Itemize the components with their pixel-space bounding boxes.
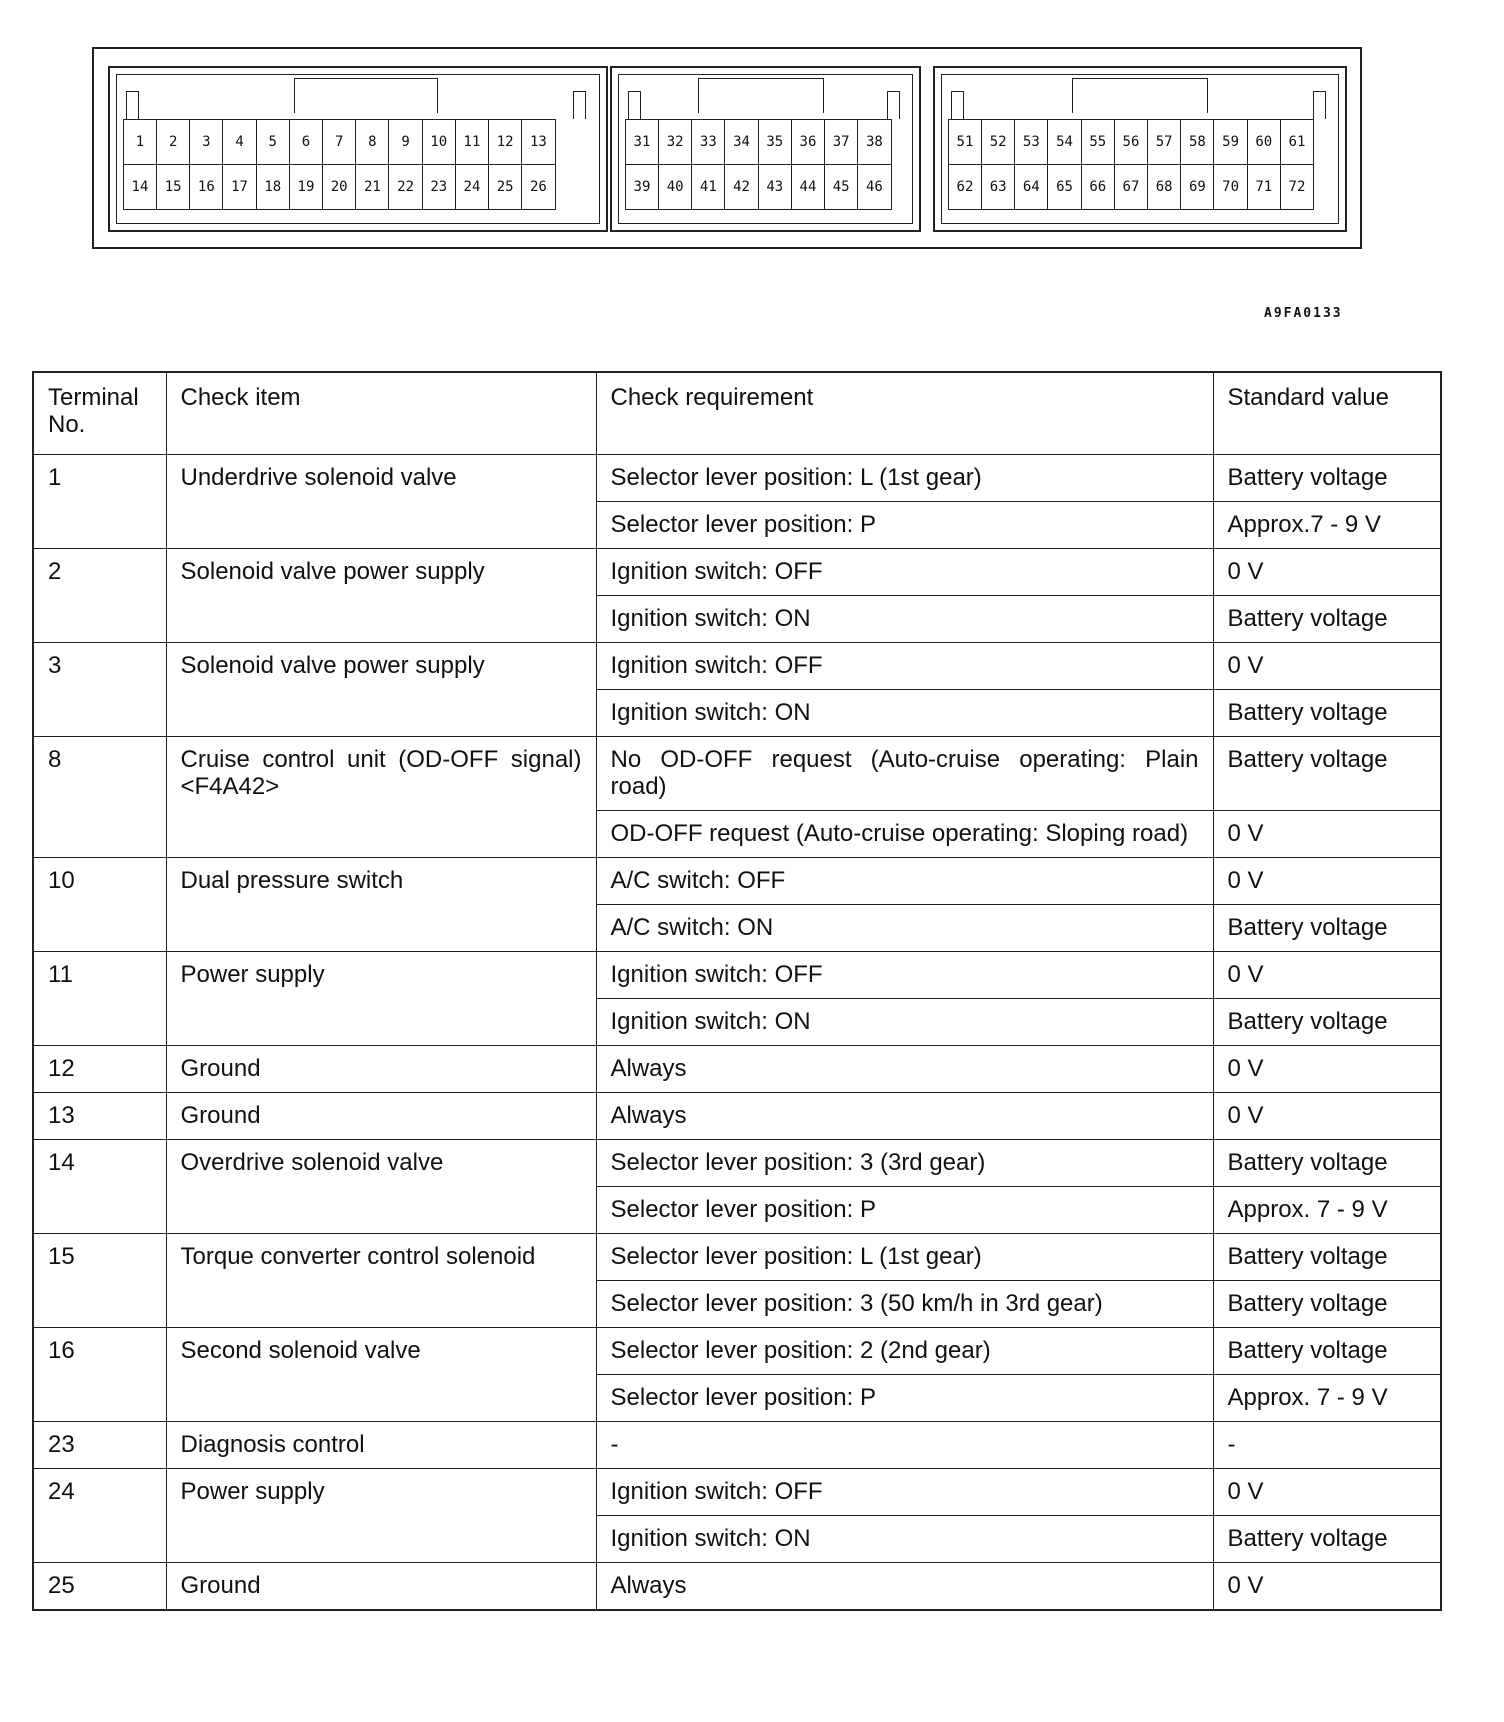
- standard-value-cell: Approx. 7 - 9 V: [1213, 1375, 1441, 1422]
- terminal-number-cell: 1: [33, 455, 166, 549]
- check-requirement-cell: A/C switch: OFF: [596, 858, 1213, 905]
- connector-pin: 20: [322, 164, 357, 210]
- standard-value-cell: Battery voltage: [1213, 1140, 1441, 1187]
- connector-pin: 62: [948, 164, 983, 210]
- check-item-cell: Power supply: [166, 952, 596, 1046]
- connector-pin: 68: [1147, 164, 1182, 210]
- check-requirement-cell: Always: [596, 1093, 1213, 1140]
- connector-pin: 15: [156, 164, 191, 210]
- standard-value-cell: Battery voltage: [1213, 596, 1441, 643]
- connector-pin: 10: [422, 119, 457, 165]
- table-row: [33, 549, 1441, 596]
- connector-pin: 12: [488, 119, 523, 165]
- check-requirement-cell: Selector lever position: L (1st gear): [596, 1234, 1213, 1281]
- check-item-cell: Ground: [166, 1046, 596, 1093]
- connector-pin: 36: [791, 119, 826, 165]
- check-requirement-cell: Ignition switch: OFF: [596, 952, 1213, 999]
- connector-pin: 42: [724, 164, 759, 210]
- check-requirement-cell: Ignition switch: ON: [596, 999, 1213, 1046]
- terminal-number-cell: 14: [33, 1140, 166, 1234]
- connector-pin: 7: [322, 119, 357, 165]
- terminal-number-cell: 11: [33, 952, 166, 1046]
- connector-pin: 55: [1081, 119, 1116, 165]
- table-row: [33, 1422, 1441, 1469]
- connector-block-1: [108, 66, 608, 232]
- connector-pin: 11: [455, 119, 490, 165]
- connector-pin: 57: [1147, 119, 1182, 165]
- connector-pin: 25: [488, 164, 523, 210]
- header-check-requirement: Check requirement: [596, 372, 1213, 455]
- check-requirement-cell: -: [596, 1422, 1213, 1469]
- standard-value-cell: Battery voltage: [1213, 905, 1441, 952]
- connector-pin: 34: [724, 119, 759, 165]
- connector-pin: 63: [981, 164, 1016, 210]
- check-requirement-cell: Always: [596, 1046, 1213, 1093]
- connector-pin: 41: [691, 164, 726, 210]
- standard-value-cell: Approx. 7 - 9 V: [1213, 1187, 1441, 1234]
- connector-pin: 17: [222, 164, 257, 210]
- connector-pin: 70: [1213, 164, 1248, 210]
- connector-pin: 56: [1114, 119, 1149, 165]
- table-row: [33, 1046, 1441, 1093]
- connector-pin: 3: [189, 119, 224, 165]
- connector-pin: 46: [857, 164, 892, 210]
- connector-pin: 66: [1081, 164, 1116, 210]
- check-requirement-cell: Selector lever position: P: [596, 1375, 1213, 1422]
- check-item-cell: Ground: [166, 1563, 596, 1611]
- table-row: [33, 858, 1441, 905]
- connector-pin: 38: [857, 119, 892, 165]
- connector-diagram: [92, 47, 1362, 249]
- connector-pin: 35: [758, 119, 793, 165]
- connector-pin: 67: [1114, 164, 1149, 210]
- connector-pin: 6: [289, 119, 324, 165]
- terminal-number-cell: 2: [33, 549, 166, 643]
- standard-value-cell: 0 V: [1213, 1093, 1441, 1140]
- connector-pin: 4: [222, 119, 257, 165]
- standard-value-cell: 0 V: [1213, 952, 1441, 999]
- standard-value-cell: 0 V: [1213, 1046, 1441, 1093]
- connector-pin: 1: [123, 119, 158, 165]
- connector-pin: 51: [948, 119, 983, 165]
- check-item-cell: Diagnosis control: [166, 1422, 596, 1469]
- connector-pin: 9: [388, 119, 423, 165]
- terminal-spec-table: [32, 371, 1442, 1611]
- connector-pin: 24: [455, 164, 490, 210]
- standard-value-cell: Battery voltage: [1213, 1516, 1441, 1563]
- connector-pin: 23: [422, 164, 457, 210]
- check-item-cell: Dual pressure switch: [166, 858, 596, 952]
- connector-pin: 16: [189, 164, 224, 210]
- connector-pin: 45: [824, 164, 859, 210]
- standard-value-cell: Battery voltage: [1213, 999, 1441, 1046]
- check-item-cell: Torque converter control solenoid: [166, 1234, 596, 1328]
- table-row: [33, 1140, 1441, 1187]
- terminal-number-cell: 10: [33, 858, 166, 952]
- connector-pin: 40: [658, 164, 693, 210]
- standard-value-cell: Battery voltage: [1213, 690, 1441, 737]
- connector-pin: 64: [1014, 164, 1049, 210]
- standard-value-cell: Battery voltage: [1213, 737, 1441, 811]
- connector-pin: 43: [758, 164, 793, 210]
- check-requirement-cell: Ignition switch: OFF: [596, 549, 1213, 596]
- check-requirement-cell: Ignition switch: OFF: [596, 1469, 1213, 1516]
- check-item-cell: Power supply: [166, 1469, 596, 1563]
- connector-block-3: [933, 66, 1347, 232]
- check-item-cell: Solenoid valve power supply: [166, 549, 596, 643]
- standard-value-cell: 0 V: [1213, 1469, 1441, 1516]
- table-row: [33, 455, 1441, 502]
- terminal-number-cell: 16: [33, 1328, 166, 1422]
- standard-value-cell: Battery voltage: [1213, 1328, 1441, 1375]
- connector-pin: 39: [625, 164, 660, 210]
- standard-value-cell: Battery voltage: [1213, 1281, 1441, 1328]
- connector-pin: 8: [355, 119, 390, 165]
- check-requirement-cell: Selector lever position: 3 (3rd gear): [596, 1140, 1213, 1187]
- diagram-code: A9FA0133: [1264, 306, 1343, 321]
- check-requirement-cell: Ignition switch: ON: [596, 1516, 1213, 1563]
- check-requirement-cell: Selector lever position: L (1st gear): [596, 455, 1213, 502]
- header-terminal-no: Terminal No.: [33, 372, 166, 455]
- table-row: [33, 1563, 1441, 1611]
- check-requirement-cell: Selector lever position: 3 (50 km/h in 3rd gear): [596, 1281, 1213, 1328]
- connector-pin: 59: [1213, 119, 1248, 165]
- connector-pin: 52: [981, 119, 1016, 165]
- table-row: [33, 1469, 1441, 1516]
- connector-pin: 22: [388, 164, 423, 210]
- check-requirement-cell: Ignition switch: ON: [596, 596, 1213, 643]
- connector-pin: 21: [355, 164, 390, 210]
- table-row: [33, 952, 1441, 999]
- standard-value-cell: 0 V: [1213, 811, 1441, 858]
- standard-value-cell: -: [1213, 1422, 1441, 1469]
- check-item-cell: Cruise control unit (OD-OFF signal) <F4A42>: [166, 737, 596, 858]
- terminal-number-cell: 8: [33, 737, 166, 858]
- connector-pin: 19: [289, 164, 324, 210]
- connector-pin: 14: [123, 164, 158, 210]
- standard-value-cell: 0 V: [1213, 643, 1441, 690]
- connector-pin: 33: [691, 119, 726, 165]
- table-row: [33, 1234, 1441, 1281]
- check-requirement-cell: No OD-OFF request (Auto-cruise operating: Plain road): [596, 737, 1213, 811]
- table-row: [33, 1328, 1441, 1375]
- terminal-number-cell: 25: [33, 1563, 166, 1611]
- check-requirement-cell: Selector lever position: P: [596, 1187, 1213, 1234]
- check-item-cell: Overdrive solenoid valve: [166, 1140, 596, 1234]
- header-standard-value: Standard value: [1213, 372, 1441, 455]
- table-row: [33, 1093, 1441, 1140]
- check-item-cell: Second solenoid valve: [166, 1328, 596, 1422]
- connector-pin: 72: [1280, 164, 1315, 210]
- table-row: [33, 737, 1441, 811]
- check-requirement-cell: Selector lever position: P: [596, 502, 1213, 549]
- check-requirement-cell: Selector lever position: 2 (2nd gear): [596, 1328, 1213, 1375]
- check-requirement-cell: OD-OFF request (Auto-cruise operating: Sloping road): [596, 811, 1213, 858]
- connector-block-2: [610, 66, 921, 232]
- check-requirement-cell: Always: [596, 1563, 1213, 1611]
- header-check-item: Check item: [166, 372, 596, 455]
- connector-pin: 32: [658, 119, 693, 165]
- terminal-number-cell: 12: [33, 1046, 166, 1093]
- connector-pin: 69: [1180, 164, 1215, 210]
- standard-value-cell: 0 V: [1213, 1563, 1441, 1611]
- terminal-number-cell: 13: [33, 1093, 166, 1140]
- standard-value-cell: 0 V: [1213, 858, 1441, 905]
- connector-pin: 44: [791, 164, 826, 210]
- connector-pin: 18: [256, 164, 291, 210]
- standard-value-cell: Battery voltage: [1213, 1234, 1441, 1281]
- table-row: [33, 643, 1441, 690]
- connector-pin: 58: [1180, 119, 1215, 165]
- check-requirement-cell: Ignition switch: OFF: [596, 643, 1213, 690]
- connector-pin: 71: [1247, 164, 1282, 210]
- table-header-row: [33, 372, 1441, 455]
- check-item-cell: Solenoid valve power supply: [166, 643, 596, 737]
- connector-pin: 53: [1014, 119, 1049, 165]
- connector-pin: 26: [521, 164, 556, 210]
- connector-pin: 65: [1047, 164, 1082, 210]
- terminal-number-cell: 3: [33, 643, 166, 737]
- standard-value-cell: Approx.7 - 9 V: [1213, 502, 1441, 549]
- check-item-cell: Underdrive solenoid valve: [166, 455, 596, 549]
- connector-pin: 31: [625, 119, 660, 165]
- connector-pin: 37: [824, 119, 859, 165]
- standard-value-cell: Battery voltage: [1213, 455, 1441, 502]
- terminal-number-cell: 24: [33, 1469, 166, 1563]
- check-requirement-cell: A/C switch: ON: [596, 905, 1213, 952]
- terminal-number-cell: 15: [33, 1234, 166, 1328]
- connector-pin: 61: [1280, 119, 1315, 165]
- connector-pin: 60: [1247, 119, 1282, 165]
- connector-pin: 13: [521, 119, 556, 165]
- check-item-cell: Ground: [166, 1093, 596, 1140]
- terminal-number-cell: 23: [33, 1422, 166, 1469]
- connector-pin: 54: [1047, 119, 1082, 165]
- check-requirement-cell: Ignition switch: ON: [596, 690, 1213, 737]
- connector-pin: 2: [156, 119, 191, 165]
- standard-value-cell: 0 V: [1213, 549, 1441, 596]
- connector-pin: 5: [256, 119, 291, 165]
